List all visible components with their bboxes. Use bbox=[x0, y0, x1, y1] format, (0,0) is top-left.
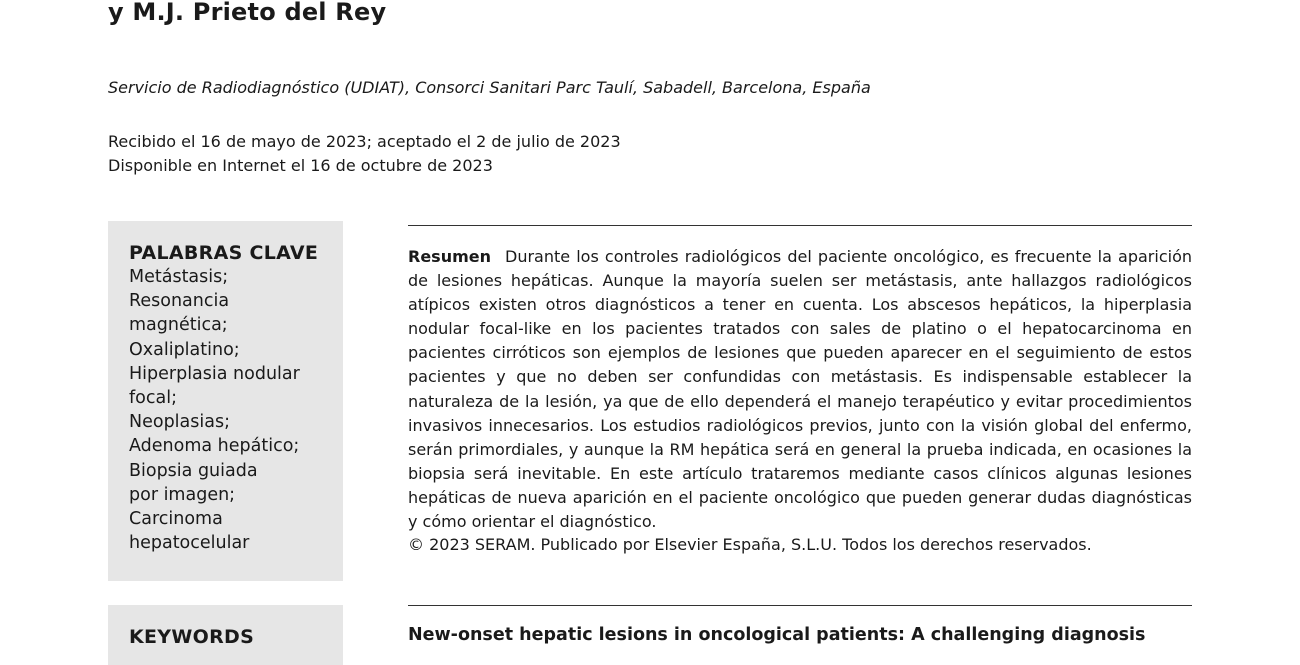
keyword-item: Neoplasias; bbox=[129, 412, 230, 433]
keywords-title-es: PALABRAS CLAVE bbox=[129, 242, 319, 264]
abstract-label: Resumen bbox=[408, 247, 491, 266]
english-title: New-onset hepatic lesions in oncological patients: A challenging diagnosis bbox=[408, 625, 1146, 645]
abstract-es bbox=[408, 245, 1192, 534]
keyword-item: Carcinoma bbox=[129, 509, 223, 530]
authors: y M.J. Prieto del Rey bbox=[108, 0, 387, 26]
affiliation: Servicio de Radiodiagnóstico (UDIAT), Consorci Sanitari Parc Taulí, Sabadell, Barcelona, España bbox=[108, 78, 871, 97]
keyword-item: Hiperplasia nodular bbox=[129, 363, 300, 384]
keywords-list-es bbox=[129, 265, 333, 555]
keywords-box-en bbox=[108, 605, 343, 665]
received-date: Recibido el 16 de mayo de 2023; aceptado el 2 de julio de 2023 bbox=[108, 132, 621, 151]
keyword-item: Adenoma hepático; bbox=[129, 436, 300, 457]
divider-top bbox=[408, 225, 1192, 226]
abstract-text: Durante los controles radiológicos del paciente oncológico, es frecuente la aparición de lesiones hepáticas. Aunque la mayoría suelen ser metástasis, ante hallazgos radiológicos atípicos existen otros diagnósticos a tener en cuenta. Los abscesos hepáticos, la hiperplasia nodular focal-like en los pacientes tratados con sales de platino o el hepatocarcinoma en pacientes cirróticos son ejemplos de lesiones que pueden aparecer en el seguimiento de estos pacientes y que no deben ser confundidas con metástasis. Es indispensable establecer la naturaleza de la lesión, ya que de ello dependerá el manejo terapéutico y evitar procedimientos invasivos innecesarios. Los estudios radiológicos previos, junto con la visión global del enfermo, serán primordiales, y aunque la RM hepática será en general la prueba indicada, en ocasiones la biopsia será inevitable. En este artículo trataremos mediante casos clínicos algunas lesiones hepáticas de nueva aparición en el paciente oncológico que pueden generar dudas diagnósticas y cómo orientar el diagnóstico. bbox=[408, 247, 1192, 532]
available-date: Disponible en Internet el 16 de octubre de 2023 bbox=[108, 156, 493, 175]
copyright-notice: © 2023 SERAM. Publicado por Elsevier España, S.L.U. Todos los derechos reservados. bbox=[408, 535, 1092, 554]
keyword-item: por imagen; bbox=[129, 484, 236, 505]
keyword-item: hepatocelular bbox=[129, 533, 250, 554]
keyword-item: focal; bbox=[129, 388, 177, 409]
keywords-title-en: KEYWORDS bbox=[129, 626, 255, 648]
keyword-item: Oxaliplatino; bbox=[129, 339, 240, 360]
divider-bottom bbox=[408, 605, 1192, 606]
keyword-item: Resonancia bbox=[129, 291, 230, 312]
keywords-box-es bbox=[108, 221, 343, 581]
keyword-item: Metástasis; bbox=[129, 267, 229, 287]
keyword-item: Biopsia guiada bbox=[129, 460, 258, 481]
article-dates bbox=[108, 130, 621, 178]
keyword-item: magnética; bbox=[129, 315, 228, 336]
